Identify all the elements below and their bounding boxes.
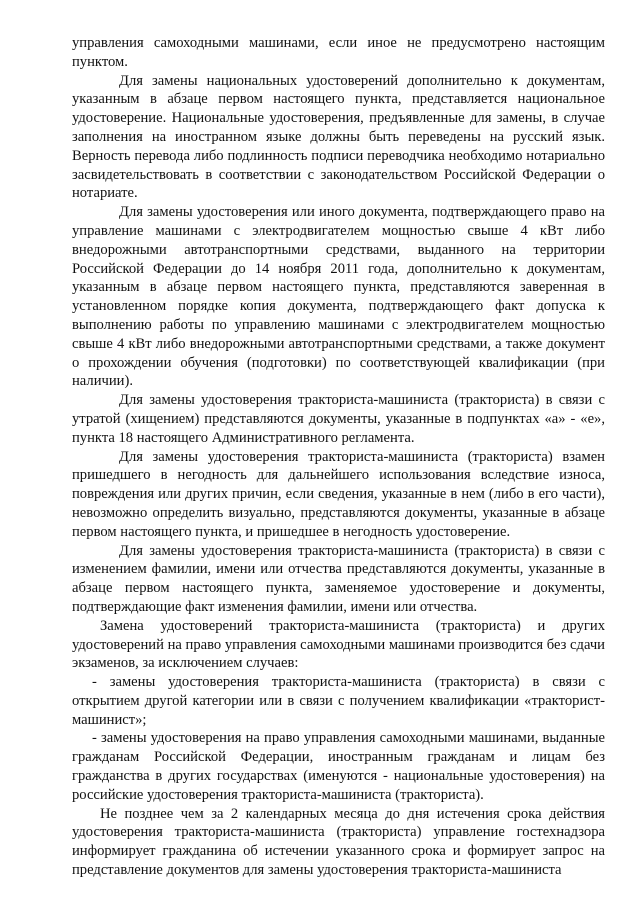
paragraph-national-licenses: Для замены национальных удостоверений дополнительно к документам, указанным в абзаце первом настоящего пункта, представляется национальное удостоверение. Национальные удостоверения, предъявленные для замены, в случае заполнения на иностранном языке должны быть переведены на русский язык. Верность перевода либо подлинность подписи переводчика необходимо нотариально засвидетельствовать в соответствии с законодательством Российской Федерации о нотариате.: [72, 72, 605, 202]
paragraph-name-change: Для замены удостоверения тракториста-машиниста (тракториста) в связи с изменением фамилии, имени или отчества представляются документы, указанные в абзаце первом настоящего пункта, заменяемое удостоверение и документы, подтверждающие факт изменения фамилии, имени или отчества.: [72, 542, 605, 615]
paragraph-loss-theft: Для замены удостоверения тракториста-машиниста (тракториста) в связи с утратой (хищением) представляются документы, указанные в подпунктах «а» - «е», пункта 18 настоящего Административного регламента.: [72, 392, 605, 446]
document-body: [72, 34, 605, 880]
paragraph-worn-out: Для замены удостоверения тракториста-машиниста (тракториста) взамен пришедшего в негодность для дальнейшего использования вследствие износа, повреждения или других причин, если сведения, указанные в нем (либо в его части), невозможно определить визуально, представляются документы, указанные в абзаце первом настоящего пункта, и пришедшее в негодность удостоверение.: [72, 448, 605, 540]
paragraph-continuation: управления самоходными машинами, если иное не предусмотрено настоящим пунктом.: [72, 35, 605, 70]
list-item-national-to-russian: - замены удостоверения на право управления самоходными машинами, выданные гражданам Российской Федерации, иностранным гражданам и лицам без гражданства в других государствах (именуются - национальные удостоверения) на российские удостоверения тракториста-машиниста (тракториста).: [72, 730, 605, 803]
paragraph-electric-motor-license: Для замены удостоверения или иного документа, подтверждающего право на управление машинами с электродвигателем мощностью свыше 4 кВт либо внедорожными автотранспортными средствами, выданного на территории Российской Федерации до 14 ноября 2011 года, дополнительно к документам, указанным в абзаце первом настоящего пункта, представляются заверенная в установленном порядке копия документа, подтверждающего факт допуска к выполнению работы по управлению машинами с электродвигателем мощностью свыше 4 кВт либо внедорожными автотранспортными средствами, а также документ о прохождении обучения (подготовки) по соответствующей квалификации (при наличии).: [72, 204, 605, 390]
paragraph-no-exam-replacement: Замена удостоверений тракториста-машиниста (тракториста) и других удостоверений на право управления самоходными машинами производится без сдачи экзаменов, за исключением случаев:: [72, 617, 605, 672]
list-item-new-category: - замены удостоверения тракториста-машиниста (тракториста) в связи с открытием другой категории или в связи с получением квалификации «тракторист-машинист»;: [72, 674, 605, 728]
paragraph-expiry-notice: Не позднее чем за 2 календарных месяца до дня истечения срока действия удостоверения тракториста-машиниста (тракториста) управление гостехнадзора информирует гражданина об истечении указанного срока и формирует запрос на представление документов для замены удостоверения тракториста-машиниста: [72, 805, 605, 879]
